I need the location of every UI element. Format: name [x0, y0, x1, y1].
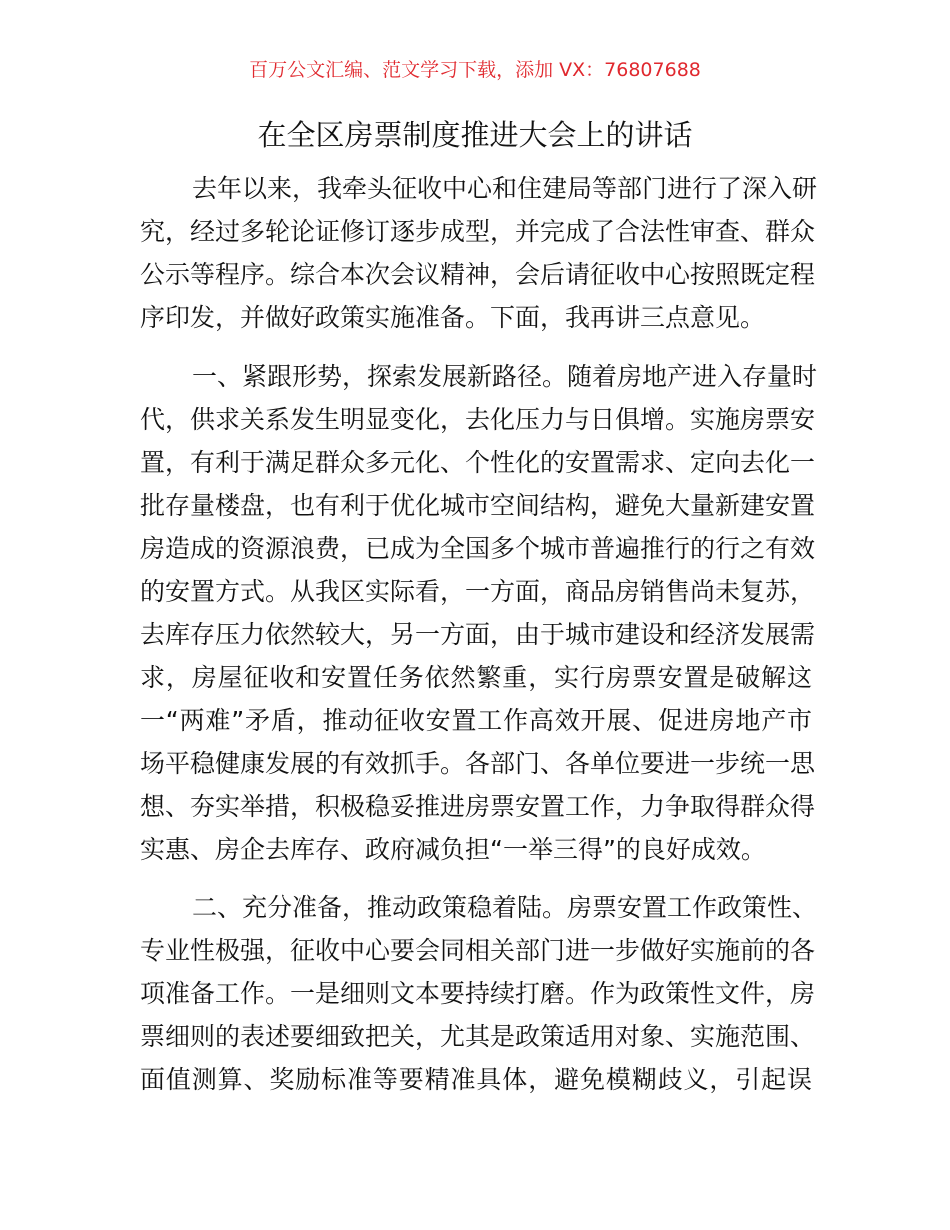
text-line: 场平稳健康发展的有效抓手。各部门、各单位要进一步统一思 — [140, 749, 816, 778]
text-line: 一“两难”矛盾，推动征收安置工作高效开展、促进房地产市 — [140, 706, 812, 735]
text-line: 一、紧跟形势，探索发展新路径。随着房地产进入存量时 — [192, 362, 818, 391]
text-line: 去库存压力依然较大，另一方面，由于城市建设和经济发展需 — [140, 620, 816, 649]
document-title: 在全区房票制度推进大会上的讲话 — [257, 118, 693, 152]
text-line: 求，房屋征收和安置任务依然繁重，实行房票安置是破解这 — [140, 663, 812, 692]
text-line: 专业性极强，征收中心要会同相关部门进一步做好实施前的各 — [140, 936, 816, 965]
paragraph-intro — [140, 167, 818, 339]
paragraph-point-two — [140, 886, 818, 1101]
text-line: 批存量楼盘，也有利于优化城市空间结构，避免大量新建安置 — [140, 491, 816, 520]
text-line: 实惠、房企去库存、政府减负担“一举三得”的良好成效。 — [140, 835, 766, 864]
text-line: 序印发，并做好政策实施准备。下面，我再讲三点意见。 — [140, 303, 766, 332]
text-line: 房造成的资源浪费，已成为全国多个城市普遍推行的行之有效 — [140, 534, 816, 563]
text-line: 二、充分准备，推动政策稳着陆。房票安置工作政策性、 — [192, 893, 818, 922]
text-line: 究，经过多轮论证修订逐步成型，并完成了合法性审查、群众 — [140, 217, 816, 246]
text-line: 去年以来，我牵头征收中心和住建局等部门进行了深入研 — [192, 174, 818, 203]
text-line: 票细则的表述要细致把关，尤其是政策适用对象、实施范围、 — [140, 1022, 816, 1051]
text-line: 的安置方式。从我区实际看，一方面，商品房销售尚未复苏， — [140, 577, 816, 606]
text-line: 想、夯实举措，积极稳妥推进房票安置工作，力争取得群众得 — [140, 792, 816, 821]
text-line: 面值测算、奖励标准等要精准具体，避免模糊歧义，引起误 — [140, 1065, 812, 1094]
text-line: 公示等程序。综合本次会议精神，会后请征收中心按照既定程 — [140, 260, 816, 289]
text-line: 代，供求关系发生明显变化，去化压力与日俱增。实施房票安 — [140, 405, 816, 434]
paragraph-point-one — [140, 355, 818, 871]
text-line: 置，有利于满足群众多元化、个性化的安置需求、定向去化一 — [140, 448, 816, 477]
watermark-header: 百万公文汇编、范文学习下载，添加 VX：76807688 — [249, 59, 701, 81]
text-line: 项准备工作。一是细则文本要持续打磨。作为政策性文件，房 — [140, 979, 816, 1008]
